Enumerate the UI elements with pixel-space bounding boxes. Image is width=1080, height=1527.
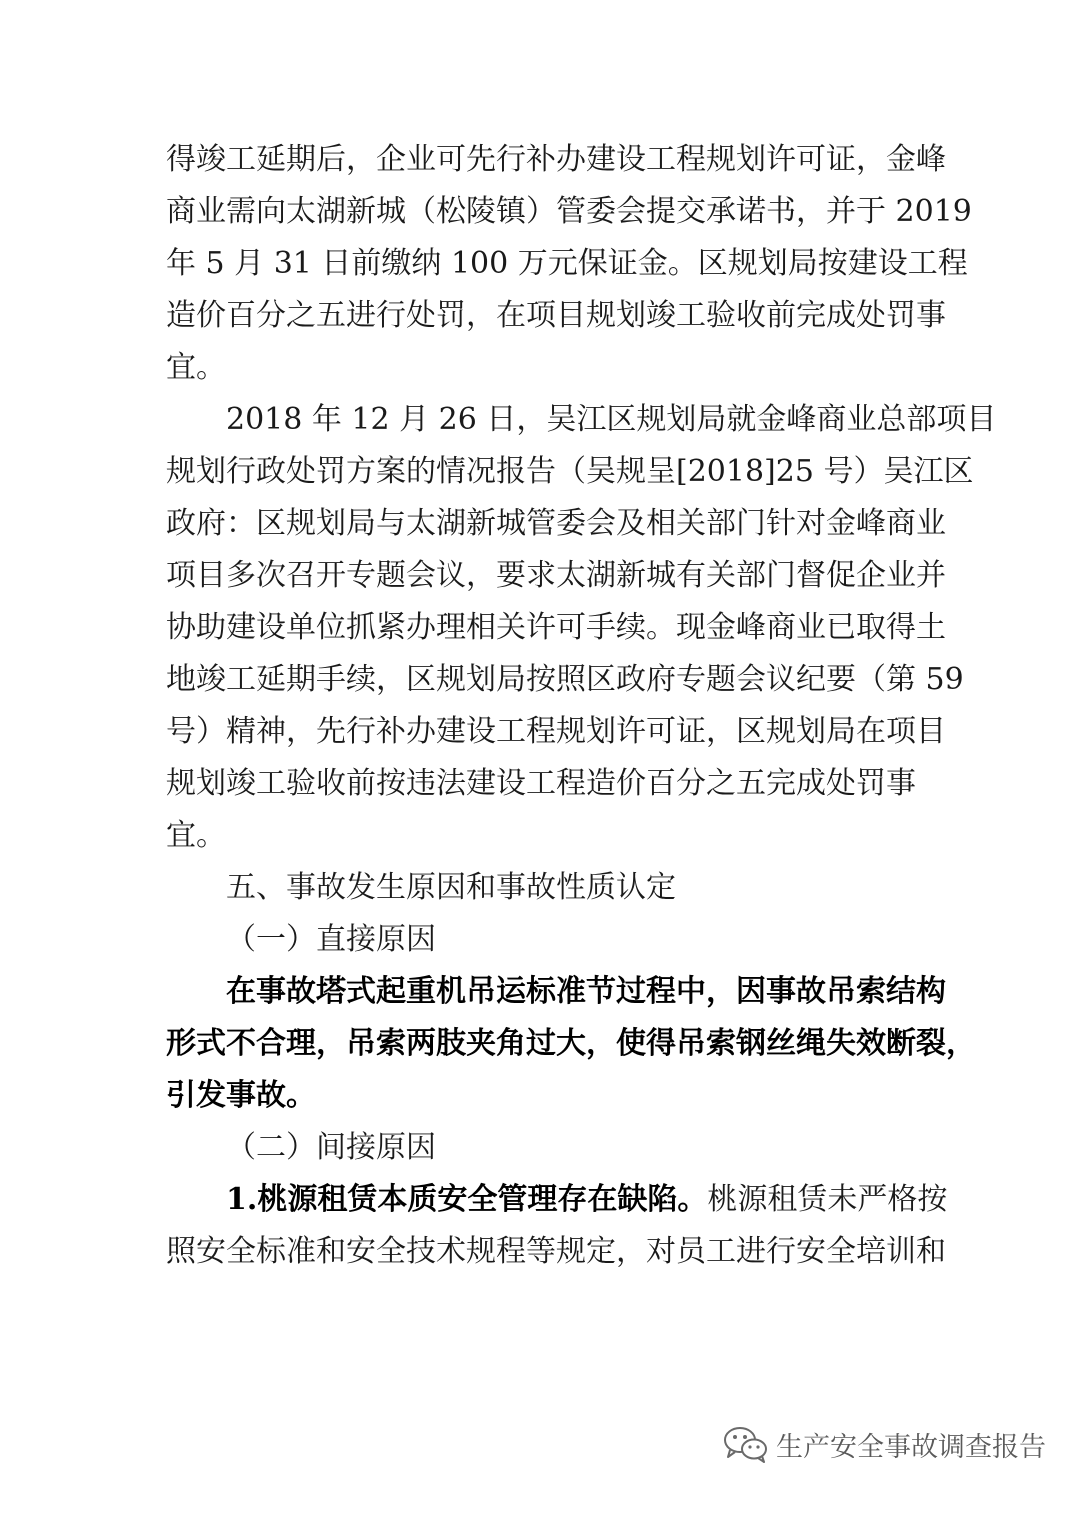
subheading-direct-cause: （一）直接原因: [226, 922, 436, 957]
indirect-cause-1-lead: 1.桃源租赁本质安全管理存在缺陷。: [226, 1182, 708, 1217]
paragraph-2-line-1: 2018 年 12 月 26 日，吴江区规划局就金峰商业总部项目: [226, 402, 997, 437]
paragraph-2-line-8: 规划竣工验收前按违法建设工程造价百分之五完成处罚事: [166, 766, 916, 801]
direct-cause-line-3: 引发事故。: [166, 1078, 316, 1113]
watermark-text: 生产安全事故调查报告: [776, 1431, 1046, 1463]
paragraph-2-line-2: 规划行政处罚方案的情况报告（吴规呈[2018]25 号）吴江区: [166, 454, 974, 489]
subheading-indirect-cause: （二）间接原因: [226, 1130, 436, 1165]
paragraph-2-line-5: 协助建设单位抓紧办理相关许可手续。现金峰商业已取得土: [166, 610, 946, 645]
watermark: [722, 1422, 1046, 1466]
wechat-icon: [722, 1424, 770, 1464]
indirect-cause-1-line-2: 照安全标准和安全技术规程等规定，对员工进行安全培训和: [166, 1234, 946, 1269]
paragraph-2-line-7: 号）精神，先行补办建设工程规划许可证，区规划局在项目: [166, 714, 946, 749]
direct-cause-line-2: 形式不合理，吊索两肢夹角过大，使得吊索钢丝绳失效断裂，: [166, 1026, 976, 1061]
paragraph-1-line-1: 得竣工延期后，企业可先行补办建设工程规划许可证，金峰: [166, 142, 946, 177]
paragraph-1-line-4: 造价百分之五进行处罚，在项目规划竣工验收前完成处罚事: [166, 298, 946, 333]
paragraph-2-line-6: 地竣工延期手续，区规划局按照区政府专题会议纪要（第 59: [166, 662, 964, 697]
direct-cause-line-1: 在事故塔式起重机吊运标准节过程中，因事故吊索结构: [226, 974, 946, 1009]
paragraph-1-line-3: 年 5 月 31 日前缴纳 100 万元保证金。区规划局按建设工程: [166, 246, 968, 281]
indirect-cause-1-text: 桃源租赁未严格按: [707, 1182, 948, 1217]
section-heading: 五、事故发生原因和事故性质认定: [226, 870, 676, 905]
paragraph-1-line-5: 宜。: [166, 350, 226, 385]
paragraph-1-line-2: 商业需向太湖新城（松陵镇）管委会提交承诺书，并于 2019: [166, 194, 972, 229]
paragraph-2-line-3: 政府：区规划局与太湖新城管委会及相关部门针对金峰商业: [166, 506, 946, 541]
indirect-cause-1-line-1: [226, 1180, 948, 1220]
paragraph-2-line-9: 宜。: [166, 818, 226, 853]
paragraph-2-line-4: 项目多次召开专题会议，要求太湖新城有关部门督促企业并: [166, 558, 946, 593]
